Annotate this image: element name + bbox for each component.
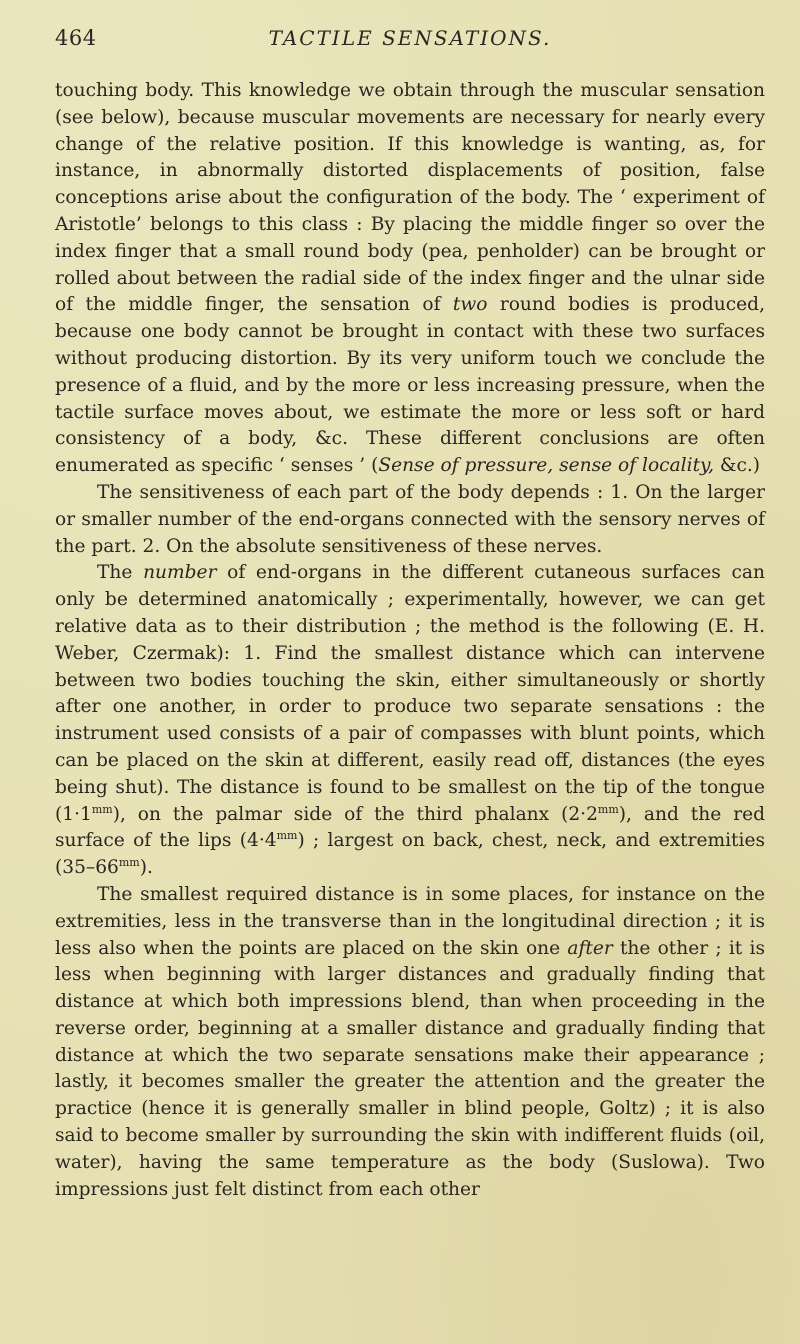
text-run: ), on the palmar side of the third phalanx (2·2 <box>112 803 598 825</box>
italic-text: two <box>452 294 488 316</box>
italic-text: Sense of pressure, sense of locality, <box>378 455 714 477</box>
paragraph-p3 <box>55 560 765 882</box>
paragraph-p1 <box>55 78 765 480</box>
unit-superscript: mm <box>91 802 113 816</box>
paragraph-p2 <box>55 480 765 560</box>
text-run: The <box>97 562 144 584</box>
text-run: &c.) <box>713 455 761 477</box>
paragraph-p4 <box>55 882 765 1204</box>
book-page <box>55 22 765 1203</box>
text-run: ) ; largest on back, chest, neck, and extremities (35–66 <box>55 830 765 879</box>
body-text <box>55 78 765 1203</box>
text-run: the other ; it is less when beginning with larger distances and gradually finding that distance at which both impressions blend, than when proceeding in the reverse order, beginning at a smaller distance and gradually finding that distance at which the two separate sensations make their appearance ; lastly, it becomes smaller the greater the attention and the greater the practice (hence it is generally smaller in blind people, Goltz) ; it is also said to become smaller by surrounding the skin with indifferent fluids (oil, water), having the same temperature as the body (Suslowa). Two impressions just felt distinct from each other <box>55 937 765 1200</box>
italic-text: number <box>143 562 217 584</box>
unit-superscript: mm <box>597 802 619 816</box>
unit-superscript: mm <box>276 829 298 843</box>
text-run: round bodies is produced, because one body cannot be brought in contact with these two surfaces without producing distortion. By its very uniform touch we conclude the presence of a fluid, and by the more or less increasing pressure, when the tactile surface moves about, we estimate the more or less soft or hard consistency of a body, &c. These different conclusions are often enumerated as specific ‘ senses ’ ( <box>55 294 765 477</box>
text-run: The smallest required distance is in some places, for instance on the extremities, less in the transverse than in the longitudinal direction ; it is less also when the points are placed on the skin one <box>55 883 765 959</box>
text-run: ), and the red surface of the lips (4·4 <box>55 803 765 852</box>
text-run: ). <box>139 857 153 879</box>
text-run: The sensitiveness of each part of the body depends : 1. On the larger or smaller number of the end-organs connected with the sensory nerves of the part. 2. On the absolute sensitiveness of these nerves. <box>55 481 765 557</box>
page-header <box>55 22 765 58</box>
page-number: 464 <box>55 26 97 50</box>
text-run: touching body. This knowledge we obtain through the muscular sensation (see below), because muscular movements are necessary for nearly every change of the relative position. If this knowledge is wanting, as, for instance, in abnormally distorted displacements of position, false conceptions arise about the configuration of the body. The ‘ experiment of Aristotle’ belongs to this class : By placing the middle finger so over the index finger that a small round body (pea, penholder) can be brought or rolled about between the radial side of the index finger and the ulnar side of the middle finger, the sensation of <box>55 80 765 316</box>
text-run: of end-organs in the different cutaneous surfaces can only be determined anatomically ; experimentally, however, we can get relative data as to their distribution ; the method is the following (E. H. Weber, Czermak): 1. Find the smallest distance which can intervene between two bodies touching the skin, either simultaneously or shortly after one another, in order to produce two separate sensations : the instrument used consists of a pair of compasses with blunt points, which can be placed on the skin at different, easily read off, distances (the eyes being shut). The distance is found to be smallest on the tip of the tongue (1·1 <box>55 562 765 825</box>
running-title: TACTILE SENSATIONS. <box>268 26 552 50</box>
italic-text: after <box>567 937 613 959</box>
unit-superscript: mm <box>118 856 140 870</box>
